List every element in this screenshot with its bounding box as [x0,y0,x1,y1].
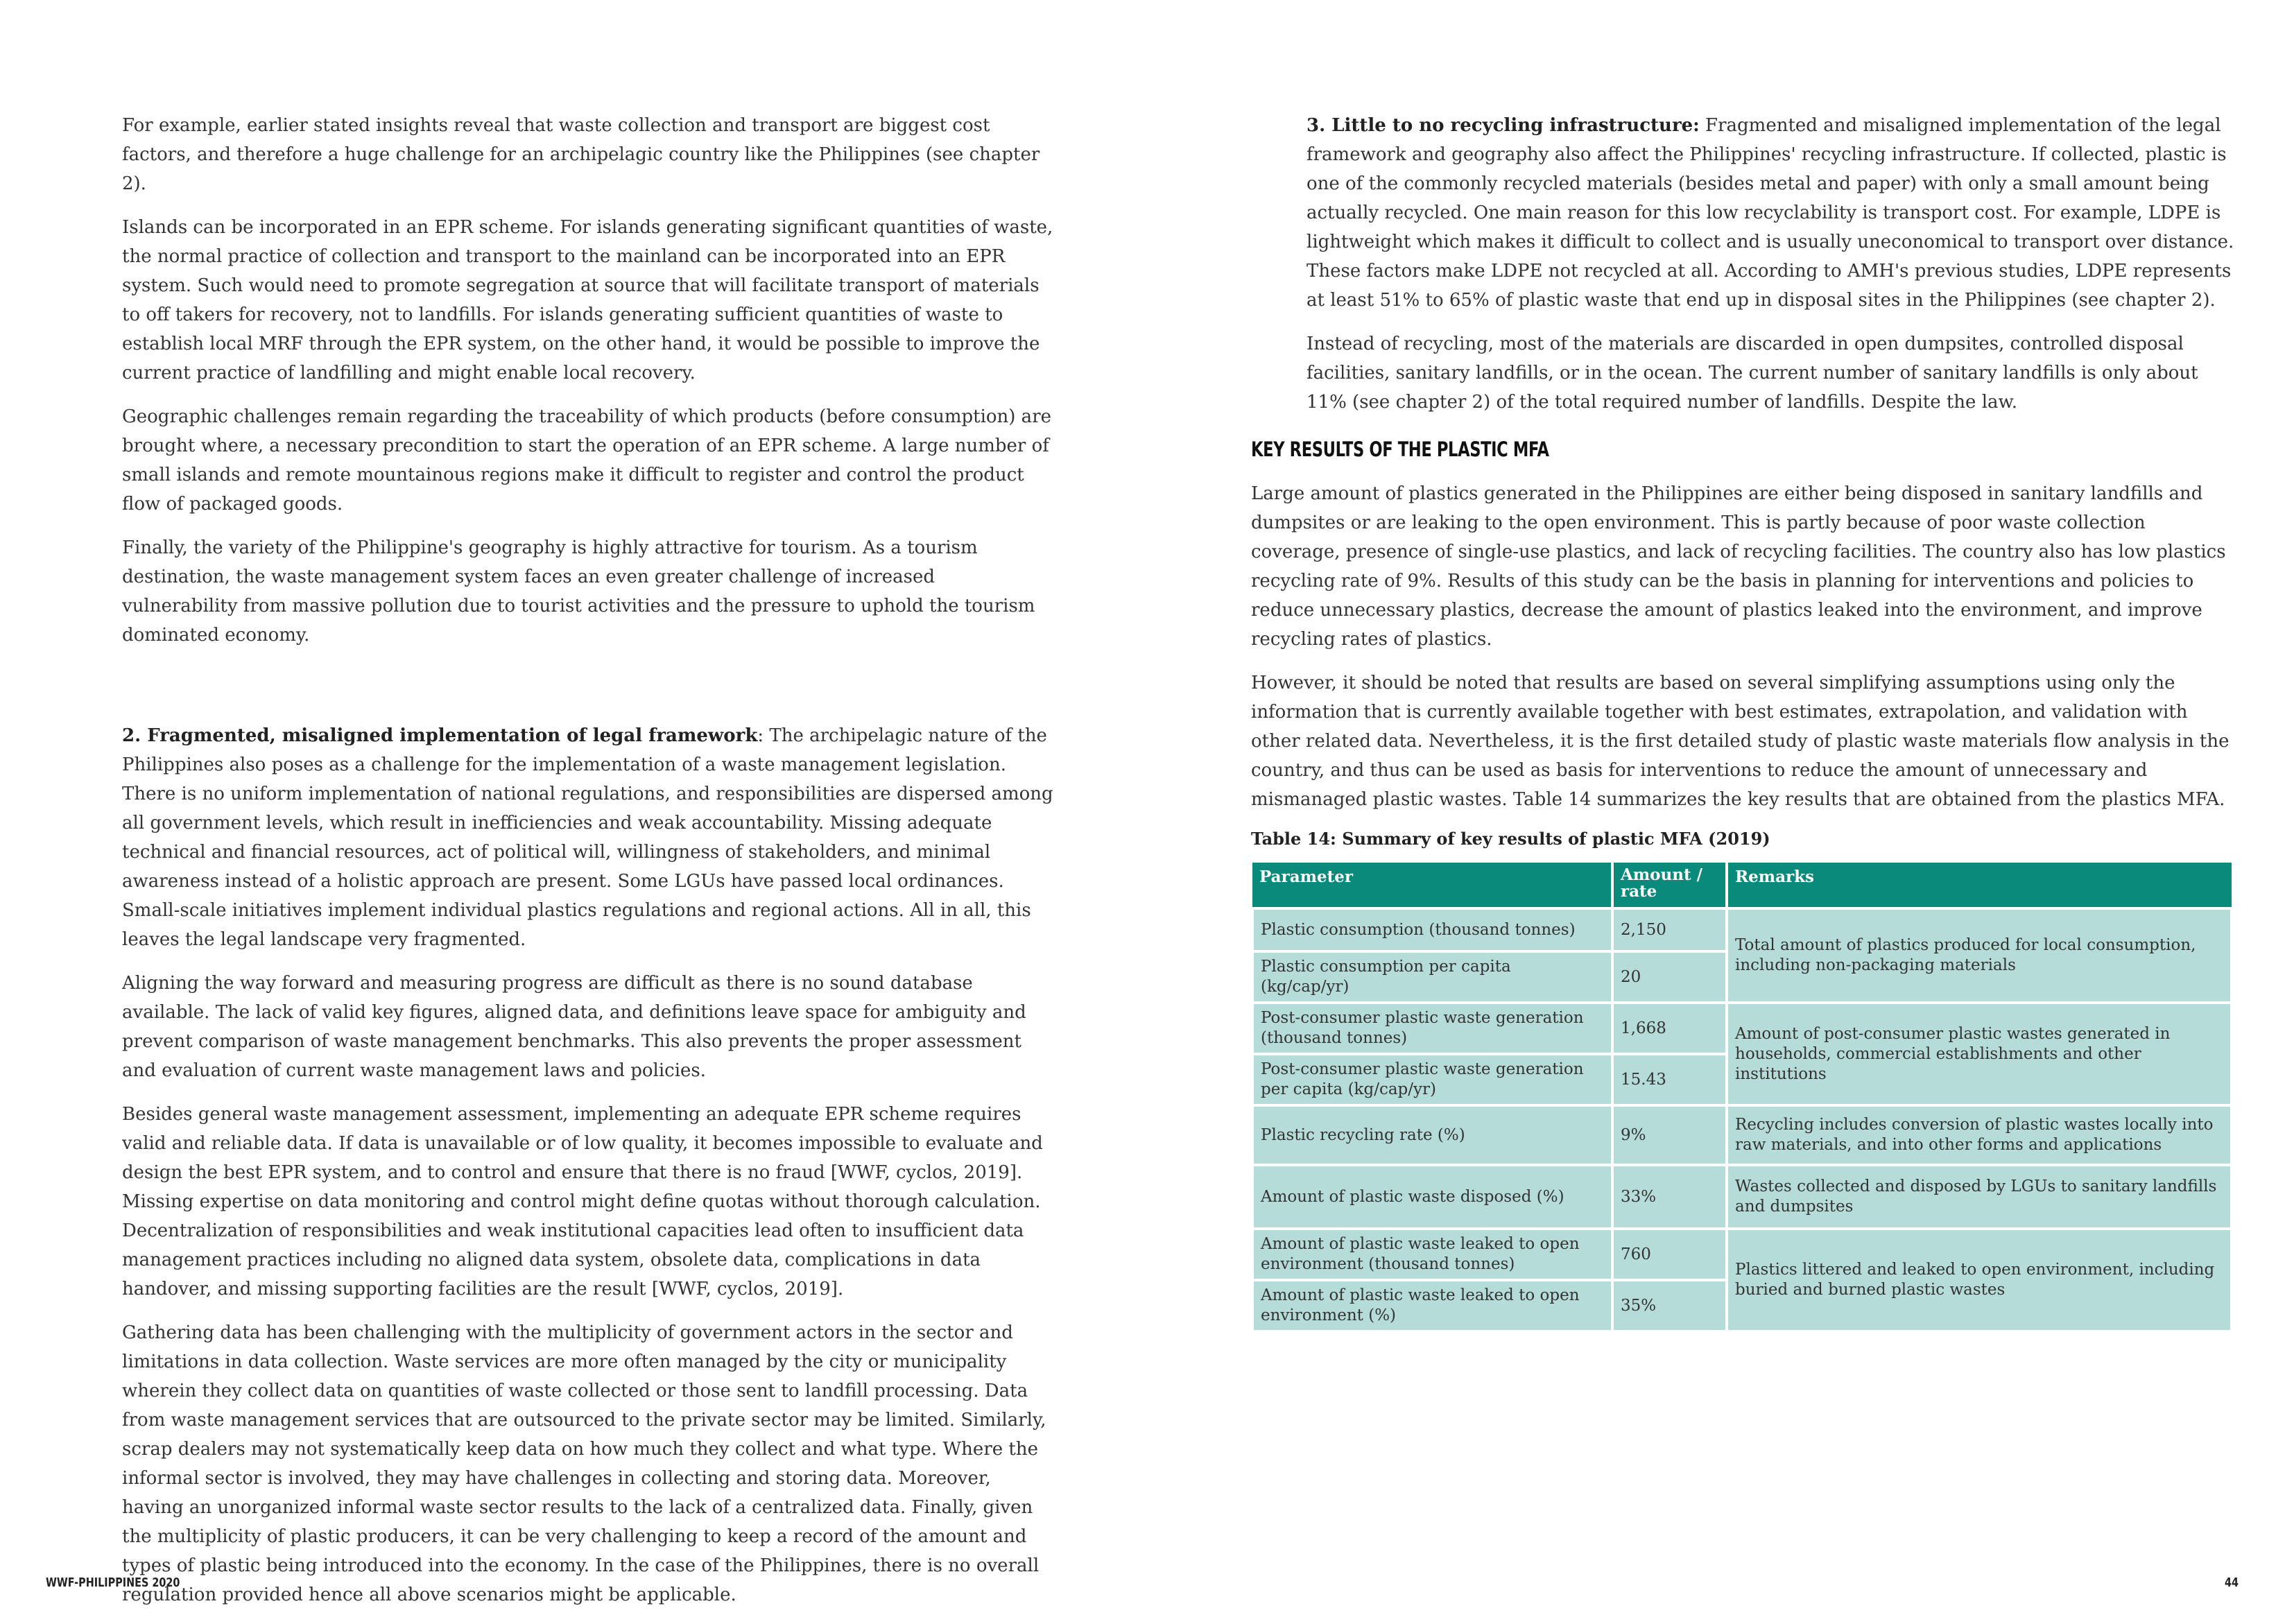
paragraph-body: Fragmented and misaligned implementation of the legal framework and geography also affect the Philippines' recycling infrastructure. If collected, plastic is one of the commonly recycled materials (besides metal and paper) with only a small amount being actually recycled. One main reason for this low recyclability is transport cost. For example, LDPE is lightweight which makes it difficult to collect and is usually uneconomical to transport over distance. These factors make LDPE not recycled at all. According to AMH's previous studies, LDPE represents at least 51% to 65% of plastic waste that end up in disposal sites in the Philippines (see chapter 2). [1306,115,2234,311]
results-table [1251,863,2233,1333]
table-row [1252,908,2232,951]
paragraph: Besides general waste management assessment, implementing an adequate EPR scheme requires valid and reliable data. If data is unavailable or of low quality, it becomes impossible to evaluate and design the best EPR system, and to control and ensure that there is no fraud [WWF, cyclos, 2019]. Missing expertise on data monitoring and control might define quotas without thorough calculation. Decentralization of responsibilities and weak institutional capacities lead often to insufficient data management practices including no aligned data system, obsolete data, complications in data handover, and missing supporting facilities are the result [WWF, cyclos, 2019]. [122,1104,1043,1299]
header-amount: Amount / rate [1612,863,1727,908]
recycling-section [1251,111,2236,417]
paragraph: Geographic challenges remain regarding the traceability of which products (before consumption) are brought where, a necessary precondition to start the operation of an EPR scheme. A large number of small islands and remote mountainous regions make it difficult to register and control the product flow of packaged goods. [122,406,1052,515]
cell-parameter: Post-consumer plastic waste generation per capita (kg/cap/yr) [1252,1054,1612,1105]
table-row [1252,1105,2232,1165]
right-column [1251,111,2236,1333]
cell-amount: 1,668 [1612,1003,1727,1054]
paragraph: Finally, the variety of the Philippine's geography is highly attractive for tourism. As a tourism destination, the waste management system faces an even greater challenge of increased vulnerability from massive pollution due to tourist activities and the pressure to uphold the tourism dominated economy. [122,537,1035,646]
cell-remarks: Total amount of plastics produced for local consumption, including non-packaging materials [1727,908,2232,1003]
table-row [1252,1165,2232,1229]
cell-amount: 35% [1612,1280,1727,1331]
cell-amount: 760 [1612,1229,1727,1280]
cell-amount: 2,150 [1612,908,1727,951]
header-remarks: Remarks [1727,863,2232,908]
paragraph: For example, earlier stated insights reveal that waste collection and transport are biggest cost factors, and therefore a huge challenge for an archipelagic country like the Philippines (see chapter 2). [122,115,1040,194]
cell-parameter: Amount of plastic waste leaked to open environment (%) [1252,1280,1612,1331]
cell-amount: 33% [1612,1165,1727,1229]
paragraph: However, it should be noted that results are based on several simplifying assumptions using only the information that is currently available together with best estimates, extrapolation, and validation with other related data. Nevertheless, it is the first detailed study of plastic waste materials flow analysis in the country, and thus can be used as basis for interventions to reduce the amount of unnecessary and mismanaged plastic wastes. Table 14 summarizes the key results that are obtained from the plastics MFA. [1251,673,2230,810]
cell-remarks: Recycling includes conversion of plastic wastes locally into raw materials, and into other forms and applications [1727,1105,2232,1165]
paragraph: Instead of recycling, most of the materials are discarded in open dumpsites, controlled disposal facilities, sanitary landfills, or in the ocean. The current number of sanitary landfills is only about 11% (see chapter 2) of the total required number of landfills. Despite the law. [1306,334,2198,413]
paragraph-body: : The archipelagic nature of the Philippines also poses as a challenge for the implementation of a waste management legislation. There is no uniform implementation of national regulations, and responsibilities are dispersed among all government levels, which result in inefficiencies and weak accountability. Missing adequate technical and financial resources, act of political will, willingness of stakeholders, and minimal awareness instead of a holistic approach are present. Some LGUs have passed local ordinances. Small-scale initiatives implement individual plastics regulations and regional actions. All in all, this leaves the legal landscape very fragmented. [122,725,1053,950]
paragraph-lead: 3. Little to no recycling infrastructure: [1306,115,1700,136]
cell-amount: 9% [1612,1105,1727,1165]
paragraph: Islands can be incorporated in an EPR scheme. For islands generating significant quantities of waste, the normal practice of collection and transport to the mainland can be incorporated into an EPR system. Such would need to promote segregation at source that will facilitate transport of materials to off takers for recovery, not to landfills. For islands generating sufficient quantities of waste to establish local MRF through the EPR system, on the other hand, it would be possible to improve the current practice of landfilling and might enable local recovery. [122,217,1053,383]
spacer [122,664,1055,721]
footer-publication: WWF-PHILIPPINES 2020 [46,1575,180,1590]
cell-amount: 15.43 [1612,1054,1727,1105]
cell-remarks: Wastes collected and disposed by LGUs to sanitary landfills and dumpsites [1727,1165,2232,1229]
paragraph: Large amount of plastics generated in the Philippines are either being disposed in sanitary landfills and dumpsites or are leaking to the open environment. This is partly because of poor waste collection coverage, presence of single-use plastics, and lack of recycling facilities. The country also has low plastics recycling rate of 9%. Results of this study can be the basis in planning for interventions and policies to reduce unnecessary plastics, decrease the amount of plastics leaked into the environment, and improve recycling rates of plastics. [1251,483,2226,650]
paragraph: Gathering data has been challenging with the multiplicity of government actors in the sector and limitations in data collection. Waste services are more often managed by the city or municipality wherein they collect data on quantities of waste collected or those sent to landfill processing. Data from waste management services that are outsourced to the private sector may be limited. Similarly, scrap dealers may not systematically keep data on how much they collect and what type. Where the informal sector is involved, they may have challenges in collecting and storing data. Moreover, having an unorganized informal waste sector results to the lack of a centralized data. Finally, given the multiplicity of plastic producers, it can be very challenging to keep a record of the amount and types of plastic being introduced into the economy. In the case of the Philippines, there is no overall regulation provided hence all above scenarios might be applicable. [122,1322,1046,1605]
paragraph-legal-framework [122,721,1055,954]
header-parameter: Parameter [1252,863,1612,908]
left-column [122,111,1055,1624]
cell-parameter: Plastic recycling rate (%) [1252,1105,1612,1165]
cell-remarks: Plastics littered and leaked to open environment, including buried and burned plastic wastes [1727,1229,2232,1331]
cell-parameter: Post-consumer plastic waste generation (thousand tonnes) [1252,1003,1612,1054]
cell-parameter: Plastic consumption (thousand tonnes) [1252,908,1612,951]
paragraph-recycling [1306,111,2236,315]
table-row [1252,1229,2232,1280]
table-header-row [1252,863,2232,908]
cell-parameter: Plastic consumption per capita (kg/cap/yr) [1252,951,1612,1003]
page-number: 44 [2224,1575,2239,1590]
cell-parameter: Amount of plastic waste disposed (%) [1252,1165,1612,1229]
cell-amount: 20 [1612,951,1727,1003]
cell-parameter: Amount of plastic waste leaked to open environment (thousand tonnes) [1252,1229,1612,1280]
cell-remarks: Amount of post-consumer plastic wastes generated in households, commercial establishments and other institutions [1727,1003,2232,1105]
paragraph-lead: 2. Fragmented, misaligned implementation of legal framework [122,725,758,746]
table-row [1252,1003,2232,1054]
section-heading: KEY RESULTS OF THE PLASTIC MFA [1251,438,1549,461]
paragraph: Aligning the way forward and measuring progress are difficult as there is no sound database available. The lack of valid key figures, aligned data, and definitions leave space for ambiguity and prevent comparison of waste management benchmarks. This also prevents the proper assessment and evaluation of current waste management laws and policies. [122,973,1026,1081]
table-caption: Table 14: Summary of key results of plastic MFA (2019) [1251,829,1770,849]
